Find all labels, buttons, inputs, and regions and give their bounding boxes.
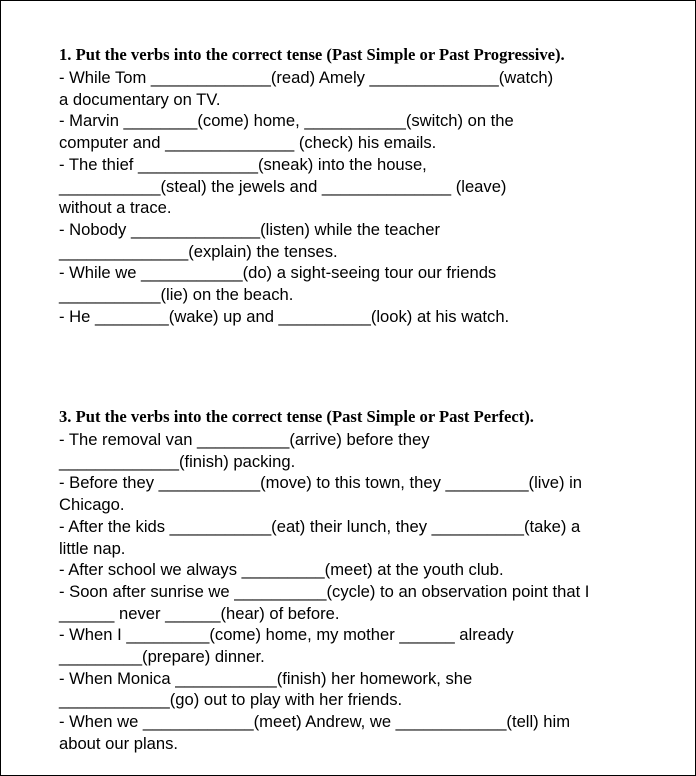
exercise-line: Chicago. xyxy=(59,495,125,515)
exercise-line: computer and ______________ (check) his emails. xyxy=(59,133,437,153)
exercise-line: ___________(lie) on the beach. xyxy=(59,285,294,305)
exercise-line: _____________(finish) packing. xyxy=(59,451,296,471)
exercise-line: ___________(steal) the jewels and ______________ (leave) xyxy=(59,176,507,196)
exercise-line: - The removal van __________(arrive) before they xyxy=(59,430,430,449)
exercise-3 xyxy=(59,407,669,755)
exercise-line: a documentary on TV. xyxy=(59,89,221,109)
exercise-3-heading: 3. Put the verbs into the correct tense (Past Simple or Past Perfect). xyxy=(59,407,534,426)
exercise-line: ______ never ______(hear) of before. xyxy=(59,603,340,623)
exercise-line: - When Monica ___________(finish) her homework, she xyxy=(59,668,473,688)
exercise-line: little nap. xyxy=(59,538,126,558)
exercise-line: - After the kids ___________(eat) their lunch, they __________(take) a xyxy=(59,516,581,536)
exercise-line: ______________(explain) the tenses. xyxy=(59,241,338,261)
exercise-line: - He ________(wake) up and __________(look) at his watch. xyxy=(59,306,510,326)
exercise-line: - Marvin ________(come) home, ___________(switch) on the xyxy=(59,111,514,131)
exercise-1 xyxy=(59,45,669,327)
exercise-line: - While Tom _____________(read) Amely ______________(watch) xyxy=(59,68,554,87)
exercise-line: without a trace. xyxy=(59,198,172,218)
exercise-line: _________(prepare) dinner. xyxy=(59,647,265,667)
exercise-line: - The thief _____________(sneak) into the house, xyxy=(59,154,427,174)
exercise-line: ____________(go) out to play with her friends. xyxy=(59,690,403,710)
exercise-line: - When we ____________(meet) Andrew, we ____________(tell) him xyxy=(59,712,571,732)
exercise-line: - Nobody ______________(listen) while the teacher xyxy=(59,219,440,239)
exercise-1-heading: 1. Put the verbs into the correct tense (Past Simple or Past Progressive). xyxy=(59,45,565,64)
exercise-line: - Before they ___________(move) to this town, they _________(live) in xyxy=(59,473,583,493)
exercise-line: - While we ___________(do) a sight-seeing tour our friends xyxy=(59,263,497,283)
exercise-line: - When I _________(come) home, my mother ______ already xyxy=(59,625,514,645)
exercise-line: about our plans. xyxy=(59,733,179,753)
exercise-line: - Soon after sunrise we __________(cycle) to an observation point that I xyxy=(59,581,590,601)
exercise-line: - After school we always _________(meet) at the youth club. xyxy=(59,560,504,580)
